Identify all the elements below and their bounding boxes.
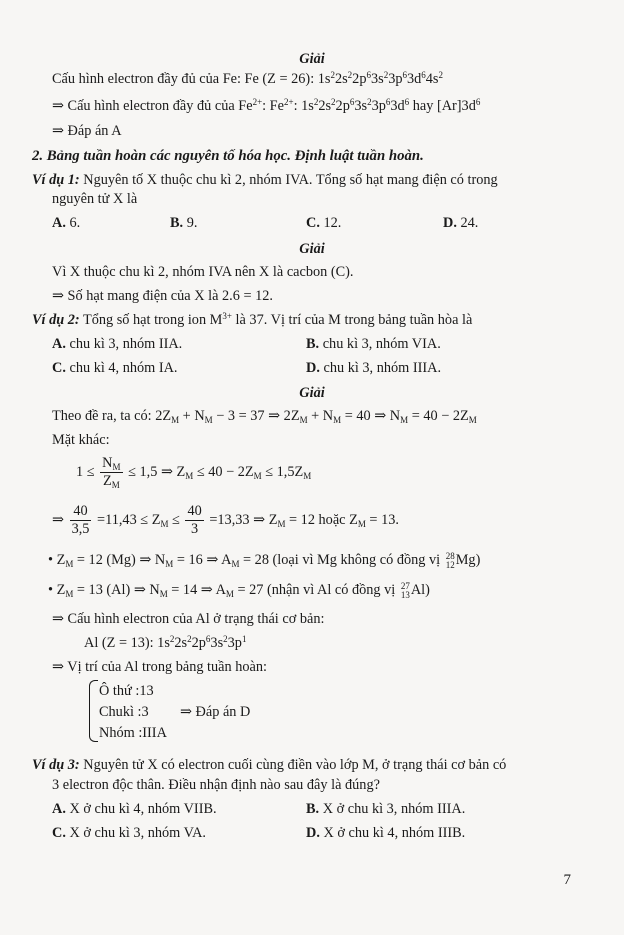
fe-configuration: Cấu hình electron đầy đủ của Fe: Fe (Z = 26): $1s^22s^22p^63s^23p^63d^64s^2$: [52, 70, 443, 87]
text-line: ⇒ Vị trí của Al trong bảng tuần hoàn:: [52, 659, 268, 675]
ex2-option-b: B. chu kì 3, nhóm VIA.: [306, 336, 441, 352]
answer-line: ⇒ Đáp án D: [180, 704, 251, 720]
section-heading: 2. Bảng tuần hoàn các nguyên tố hóa học. Định luật tuần hoàn.: [32, 148, 424, 164]
equation-line: Theo đề ra, ta có: $2Z_M + N_M - 3 = 37$ ⇒ $2Z_M + N_M = 40$ ⇒ $N_M = 40 - 2Z_M$: [52, 408, 477, 425]
example-1-question: Ví dụ 1: Nguyên tố X thuộc chu kì 2, nhóm IVA. Tổng số hạt mang điện có trong: [32, 172, 498, 188]
ex1-option-d: D. 24.: [443, 215, 479, 231]
page-number: 7: [563, 872, 571, 888]
fe2-configuration: ⇒ Cấu hình electron đầy đủ của $Fe^{2+}$: $Fe^{2+}$: $1s^22s^22p^63s^23p^63d^6$ hay $[Ar]3d^6$: [52, 97, 481, 114]
example-3-question: Ví dụ 3: Nguyên tử X có electron cuối cùng điền vào lớp M, ở trạng thái cơ bản có: [32, 757, 507, 773]
brace-bracket: [89, 680, 98, 742]
example-3-question-cont: 3 electron độc thân. Điều nhận định nào sau đây là đúng?: [52, 777, 380, 793]
inequality-line: ⇒ $\frac{40}{3,5}$ $=11,43 \le Z_M$ ≤ $\frac{40}{3}$ =13,33 ⇒ $Z_M = 12$ hoặc $Z_M = 13$.: [52, 503, 399, 538]
case-al: • $Z_M = 13$ (Al) ⇒ $N_M = 14$ ⇒ $A_M = 27$ (nhận vì Al có đồng vị 27 13 Al): [48, 580, 430, 600]
solution-heading: Giải: [299, 385, 325, 401]
ex3-option-d: D. X ở chu kì 4, nhóm IIIB.: [306, 825, 466, 841]
ex3-option-c: C. X ở chu kì 3, nhóm VA.: [52, 825, 206, 841]
ex1-option-a: A. 6.: [52, 215, 81, 231]
text-line: ⇒ Cấu hình electron của Al ở trạng thái cơ bản:: [52, 611, 325, 627]
solution-line: Vì X thuộc chu kì 2, nhóm IVA nên X là cacbon (C).: [52, 264, 354, 280]
brace-row: Ô thứ :13: [99, 683, 154, 699]
solution-line: ⇒ Số hạt mang điện của X là 2.6 = 12.: [52, 288, 273, 304]
ex1-option-c: C. 12.: [306, 215, 342, 231]
ex2-option-c: C. chu kì 4, nhóm IA.: [52, 360, 178, 376]
ex3-option-a: A. X ở chu kì 4, nhóm VIIB.: [52, 801, 217, 817]
ex2-option-d: D. chu kì 3, nhóm IIIA.: [306, 360, 442, 376]
brace-row: Chukì :3: [99, 704, 149, 720]
inequality-line: 1 ≤ $\frac{N_M}{Z_M}$ ≤ 1,5 ⇒ $Z_M \le 40 - 2Z_M \le 1,5Z_M$: [76, 455, 312, 491]
ex2-option-a: A. chu kì 3, nhóm IIA.: [52, 336, 183, 352]
text-line: Mặt khác:: [52, 432, 110, 448]
brace-row: Nhóm :IIIA: [99, 725, 167, 741]
case-mg: • $Z_M = 12$ (Mg) ⇒ $N_M = 16$ ⇒ $A_M = 28$ (loại vì Mg không có đồng vị 28 12 Mg): [48, 550, 481, 570]
solution-heading: Giải: [299, 51, 325, 67]
al-configuration: Al (Z = 13): $1s^22s^22p^63s^23p^1$: [84, 634, 247, 651]
answer-line: ⇒ Đáp án A: [52, 123, 122, 139]
ex1-option-b: B. 9.: [170, 215, 198, 231]
solution-heading: Giải: [299, 241, 325, 257]
example-1-question-cont: nguyên tử X là: [52, 191, 138, 207]
ex3-option-b: B. X ở chu kì 3, nhóm IIIA.: [306, 801, 466, 817]
example-2-question: Ví dụ 2: Tổng số hạt trong ion $M^{3+}$ là 37. Vị trí của M trong bảng tuần hòa là: [32, 311, 473, 328]
